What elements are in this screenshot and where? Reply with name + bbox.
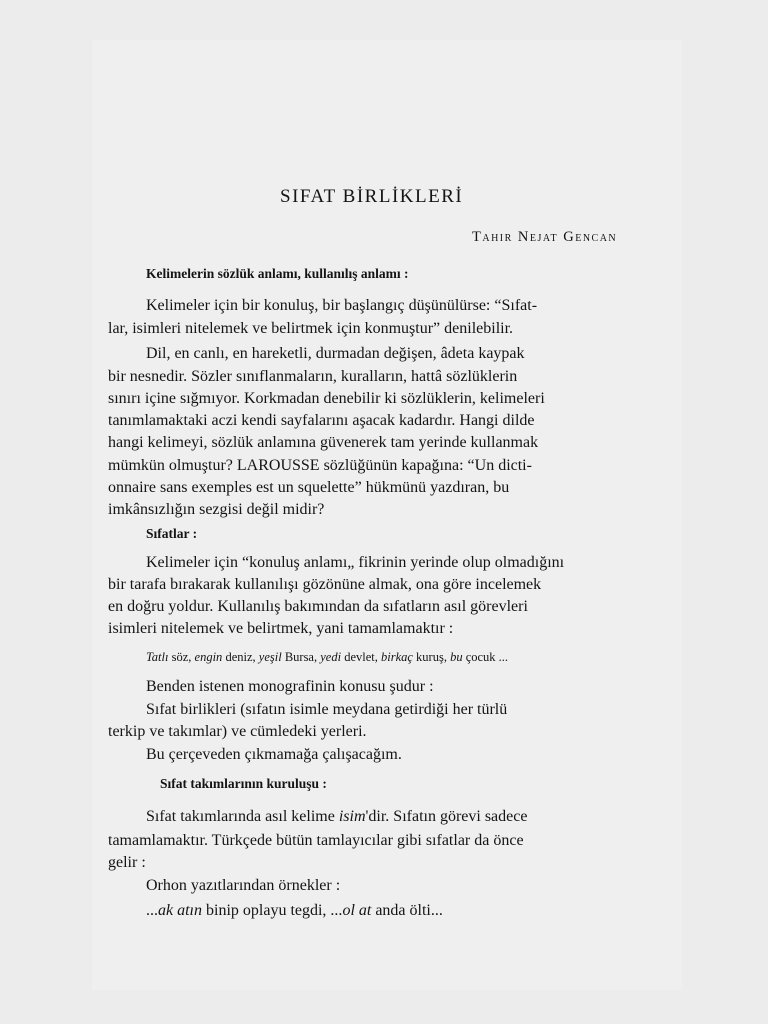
text-line: imkânsızlığın sezgisi değil midir? (108, 501, 325, 518)
text-line: Orhon yazıtlarından örnekler : (146, 877, 341, 894)
section-heading: Kelimelerin sözlük anlamı, kullanılış anlamı : (146, 266, 409, 281)
example-word: Tatlı (146, 650, 169, 664)
example-word: yeşil (258, 650, 282, 664)
example-word: engin (194, 650, 223, 664)
example-text: anda ölti... (371, 902, 443, 919)
example-text: kuruş, (412, 650, 451, 664)
example-word: ak atın (158, 902, 202, 919)
text-line: tamamlamaktır. Türkçede bütün tamlayıcılar gibi sıfatlar da önce (108, 832, 524, 849)
text-line: Sıfat birlikleri (sıfatın isimle meydana getirdiği her türlü (146, 701, 508, 718)
text-line: mümkün olmuştur? LAROUSSE sözlüğünün kapağına: “Un dicti- (108, 457, 532, 474)
text-line: Kelimeler için bir konuluş, bir başlangıç düşünülürse: “Sıfat- (146, 297, 538, 314)
section-heading: Sıfat takımlarının kuruluşu : (160, 776, 327, 791)
example-word: ol at (342, 902, 372, 919)
page-title: SIFAT BİRLİKLERİ (280, 186, 464, 207)
emphasis-word: isim (338, 808, 366, 825)
text-line: hangi kelimeyi, sözlük anlamına güvenerek tam yerinde kullanmak (108, 434, 539, 451)
example-text: devlet, (341, 650, 381, 664)
example-word: yedi (320, 650, 342, 664)
text-line: Benden istenen monografinin konusu şudur : (146, 678, 434, 695)
example-line (146, 902, 443, 920)
section-heading: Sıfatlar : (146, 526, 198, 541)
text-line: isimleri nitelemek ve belirtmek, yani tamamlamaktır : (108, 620, 454, 637)
text-span: 'dir. Sıfatın görevi sadece (365, 808, 528, 825)
example-text: ... (146, 902, 158, 919)
text-line (146, 808, 527, 826)
example-text: çocuk ... (462, 650, 509, 664)
text-line: sınırı içine sığmıyor. Korkmadan denebilir ki sözlüklerin, kelimeleri (108, 390, 545, 407)
text-line: gelir : (108, 854, 146, 871)
text-line: Dil, en canlı, en hareketli, durmadan değişen, âdeta kaypak (146, 345, 525, 362)
example-text: Bursa, (281, 650, 321, 664)
example-word: bu (450, 650, 463, 664)
text-line: tanımlamaktaki aczi kendi sayfalarını aşacak kadardır. Hangi dilde (108, 412, 535, 429)
text-line: bir tarafa bırakarak kullanılışı gözönüne almak, ona göre incelemek (108, 576, 542, 593)
text-line: Kelimeler için “konuluş anlamı„ fikrinin yerinde olup olmadığını (146, 554, 565, 571)
text-line: en doğru yoldur. Kullanılış bakımından da sıfatların asıl görevleri (108, 598, 528, 615)
example-text: söz, (168, 650, 195, 664)
example-text: binip oplayu tegdi, ... (202, 902, 343, 919)
author-name: Tahir Nejat Gencan (472, 229, 618, 245)
text-line: lar, isimleri nitelemek ve belirtmek için konmuştur” denilebilir. (108, 320, 514, 337)
text-line: onnaire sans exemples est un squelette” hükmünü yazdıran, bu (108, 479, 510, 496)
example-line (146, 650, 508, 665)
text-span: Sıfat takımlarında asıl kelime (146, 808, 339, 825)
text-line: bir nesnedir. Sözler sınıflanmaların, kuralların, hattâ sözlüklerin (108, 368, 518, 385)
text-line: Bu çerçeveden çıkmamağa çalışacağım. (146, 746, 402, 763)
example-text: deniz, (222, 650, 259, 664)
text-line: terkip ve takımlar) ve cümledeki yerleri. (108, 723, 367, 740)
example-word: birkaç (380, 650, 413, 664)
